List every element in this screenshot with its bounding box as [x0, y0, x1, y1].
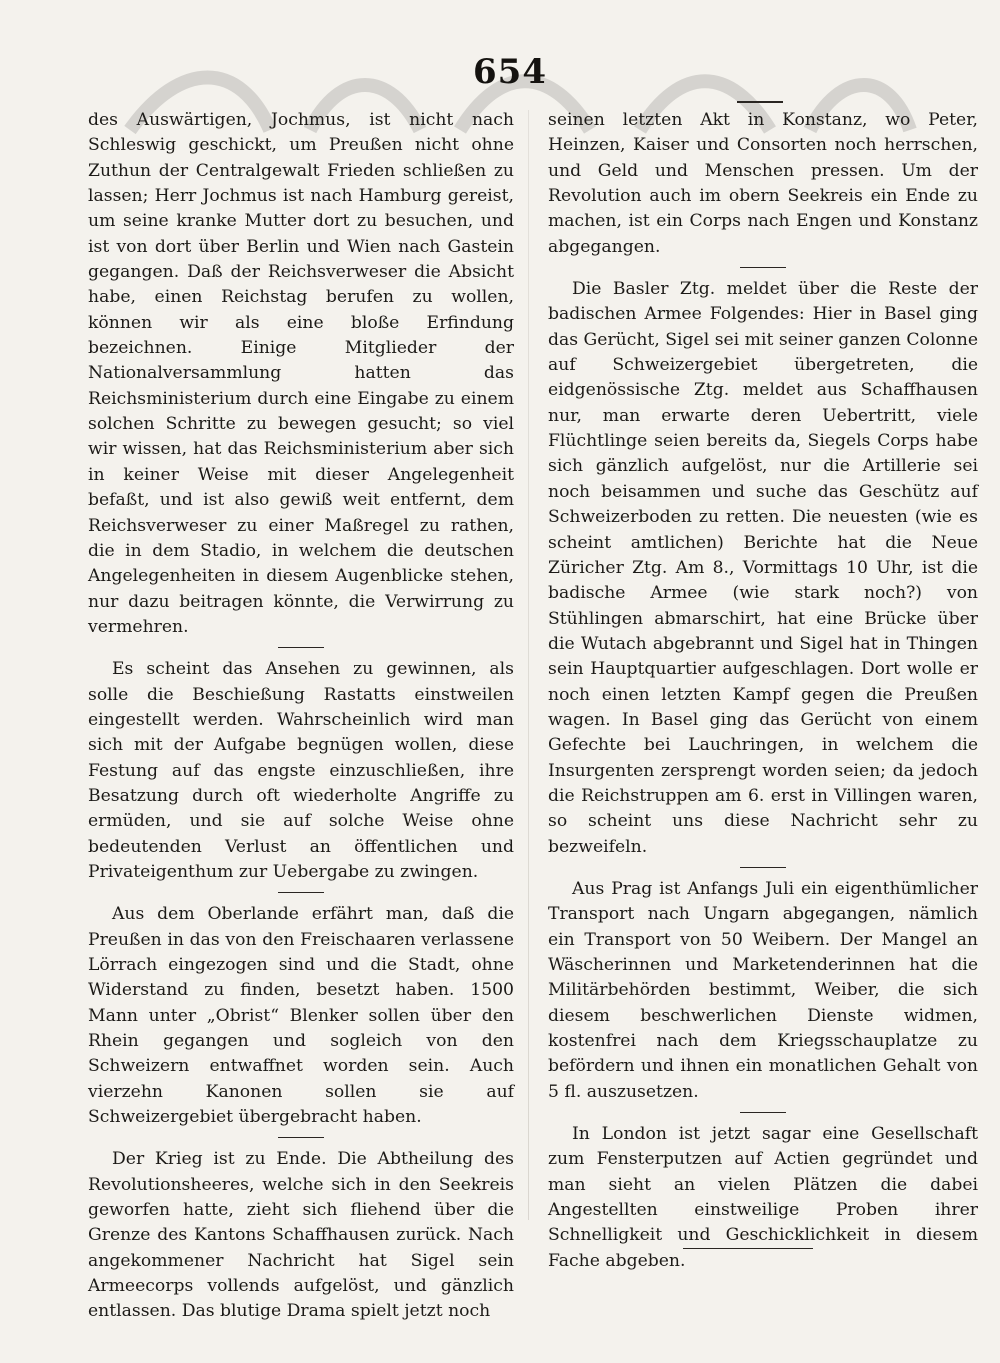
article-divider	[740, 1112, 786, 1113]
article-divider	[278, 892, 324, 893]
article-divider	[740, 867, 786, 868]
article-paragraph: des Auswärtigen, Jochmus, ist nicht nach Schleswig geschickt, um Preußen nicht ohne Zuthun der Centralgewalt Frieden schließen zu lassen; Herr Jochmus ist nach Hamburg gereist, um seine kranke Mutter dort zu besuchen, und ist von dort über Berlin und Wien nach Gastein gegangen. Daß der Reichsverweser die Absicht habe, einen Reichstag berufen zu wollen, können wir als eine bloße Erfindung bezeichnen. Einige Mitglieder der Nationalversammlung hatten das Reichsministerium durch eine Eingabe zu einem solchen Schritte zu bewegen gesucht; so viel wir wissen, hat das Reichsministerium aber sich in keiner Weise mit dieser Angelegenheit befaßt, und ist also gewiß weit entfernt, dem Reichsverweser zu einer Maßregel zu rathen, die in dem Stadio, in welchem die deutschen Angelegenheiten in diesem Augenblicke stehen, nur dazu beitragen könnte, die Verwirrung zu vermehren.	[88, 110, 514, 637]
article-paragraph: Es scheint das Ansehen zu gewinnen, als solle die Beschießung Rastatts einstweilen eingestellt werden. Wahrscheinlich wird man sich mit der Aufgabe begnügen wollen, diese Festung auf das engste einzuschließen, ihre Besatzung durch oft wiederholte Angriffe zu ermüden, und sie auf solche Weise ohne bedeutenden Verlust an öffentlichen und Privateigenthum zur Uebergabe zu zwingen.	[88, 659, 514, 882]
top-divider-right	[737, 101, 783, 103]
right-column	[548, 108, 978, 1274]
article-paragraph: Die Basler Ztg. meldet über die Reste der badischen Armee Folgendes: Hier in Basel ging das Gerücht, Sigel sei mit seiner ganzen Colonne auf Schweizergebiet übergetreten, die eidgenössische Ztg. meldet aus Schaffhausen nur, man erwarte deren Uebertritt, viele Flüchtlinge seien bereits da, Siegels Corps habe sich gänzlich aufgelöst, nur die Artillerie sei noch beisammen und suche das Geschütz auf Schweizerboden zu retten. Die neuesten (wie es scheint amtlichen) Berichte hat die Neue Züricher Ztg. Am 8., Vormittags 10 Uhr, ist die badische Armee (wie stark noch?) von Stühlingen abmarschirt, hat eine Brücke über die Wutach abgebrannt und Sigel hat in Thingen sein Hauptquartier aufgeschlagen. Dort wolle er noch einen letzten Kampf gegen die Preußen wagen. In Basel ging das Gerücht von einem Gefechte bei Lauchringen, in welchem die Insurgenten zersprengt worden seien; da jedoch die Reichstruppen am 6. erst in Villingen waren, so scheint uns diese Nachricht sehr zu bezweifeln.	[548, 279, 978, 857]
article-divider	[278, 1137, 324, 1138]
article-paragraph: Aus Prag ist Anfangs Juli ein eigenthümlicher Transport nach Ungarn abgegangen, nämlich ein Transport von 50 Weibern. Der Mangel an Wäscherinnen und Marketenderinnen hat die Militärbehörden bestimmt, Weiber, die sich diesem beschwerlichen Dienste widmen, kostenfrei nach dem Kriegsschauplatze zu befördern und ihnen ein monatlichen Gehalt von 5 fl. auszusetzen.	[548, 878, 978, 1102]
article-paragraph: seinen letzten Akt in Konstanz, wo Peter, Heinzen, Kaiser und Consorten noch herrschen, und Geld und Menschen pressen. Um der Revolution auch im obern Seekreis ein Ende zu machen, ist ein Corps nach Engen und Konstanz abgegangen.	[548, 110, 978, 257]
column-gutter	[528, 110, 529, 1220]
article-divider	[740, 267, 786, 268]
left-column	[88, 108, 514, 1325]
page-number: 654	[473, 52, 547, 92]
article-paragraph: Der Krieg ist zu Ende. Die Abtheilung des Revolutionsheeres, welche sich in den Seekreis geworfen hatte, zieht sich fliehend über die Grenze des Kantons Schaffhausen zurück. Nach angekommener Nachricht hat Sigel sein Armeecorps vollends aufgelöst, und gänzlich entlassen. Das blutige Drama spielt jetzt noch	[88, 1149, 514, 1322]
article-divider	[278, 647, 324, 648]
article-paragraph: In London ist jetzt sagar eine Gesellschaft zum Fensterputzen auf Actien gegründet und man sieht an vielen Plätzen die dabei Angestellten einstweilige Proben ihrer Schnelligkeit und Geschicklichkeit in diesem Fache abgeben.	[548, 1124, 978, 1271]
article-paragraph: Aus dem Oberlande erfährt man, daß die Preußen in das von den Freischaaren verlassene Lörrach eingezogen sind und die Stadt, ohne Widerstand zu finden, besetzt haben. 1500 Mann unter „Obrist“ Blenker sollen über den Rhein gegangen und sogleich von den Schweizern entwaffnet worden sein. Auch vierzehn Kanonen sollen sie auf Schweizergebiet übergebracht haben.	[88, 904, 514, 1128]
